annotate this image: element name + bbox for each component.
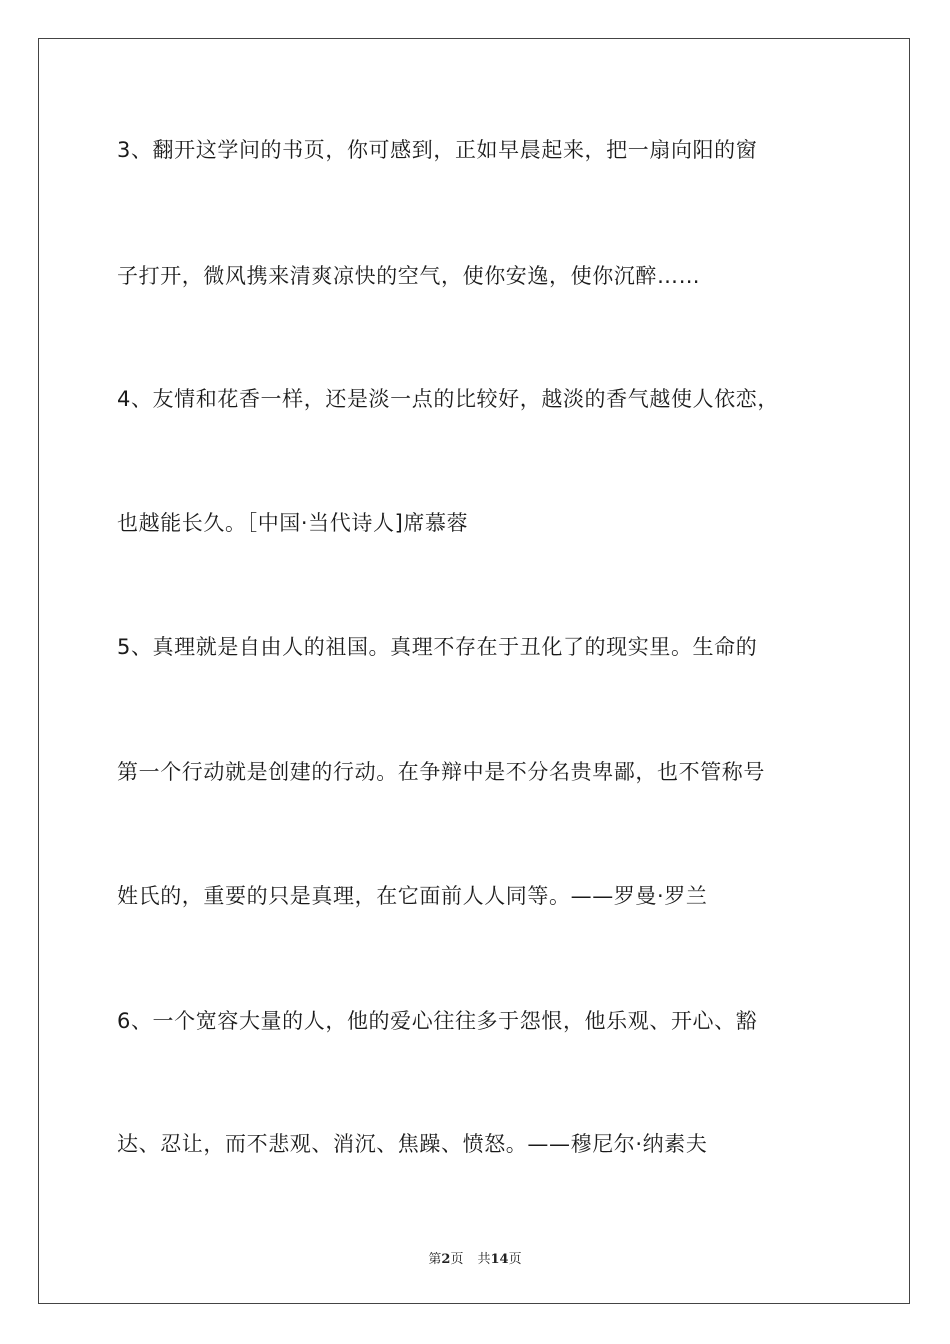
text-line: 第一个行动就是创建的行动。在争辩中是不分名贵卑鄙，也不管称号: [117, 760, 765, 784]
total-suffix: 页: [508, 1252, 522, 1267]
text-line: 姓氏的，重要的只是真理，在它面前人人同等。——罗曼·罗兰: [117, 884, 708, 908]
page-border: [38, 38, 910, 1304]
text-line: 子打开，微风携来清爽凉快的空气，使你安逸，使你沉醉……: [117, 264, 701, 288]
text-line: 也越能长久。［中国·当代诗人]席慕蓉: [117, 511, 469, 535]
page-suffix: 页: [450, 1252, 464, 1267]
text-line: 4、友情和花香一样，还是淡一点的比较好，越淡的香气越使人依恋，: [117, 387, 779, 411]
page-current: 2: [441, 1252, 451, 1267]
page-prefix: 第: [428, 1252, 442, 1267]
total-prefix: 共: [477, 1252, 491, 1267]
page-footer: [0, 1248, 950, 1267]
text-line: 达、忍让，而不悲观、消沉、焦躁、愤怒。——穆尼尔·纳素夫: [117, 1132, 708, 1156]
page-total: 14: [490, 1252, 509, 1267]
text-line: 6、一个宽容大量的人，他的爱心往往多于怨恨，他乐观、开心、豁: [117, 1009, 758, 1033]
text-line: 5、真理就是自由人的祖国。真理不存在于丑化了的现实里。生命的: [117, 635, 758, 659]
text-line: 3、翻开这学问的书页，你可感到，正如早晨起来，把一扇向阳的窗: [117, 138, 758, 162]
